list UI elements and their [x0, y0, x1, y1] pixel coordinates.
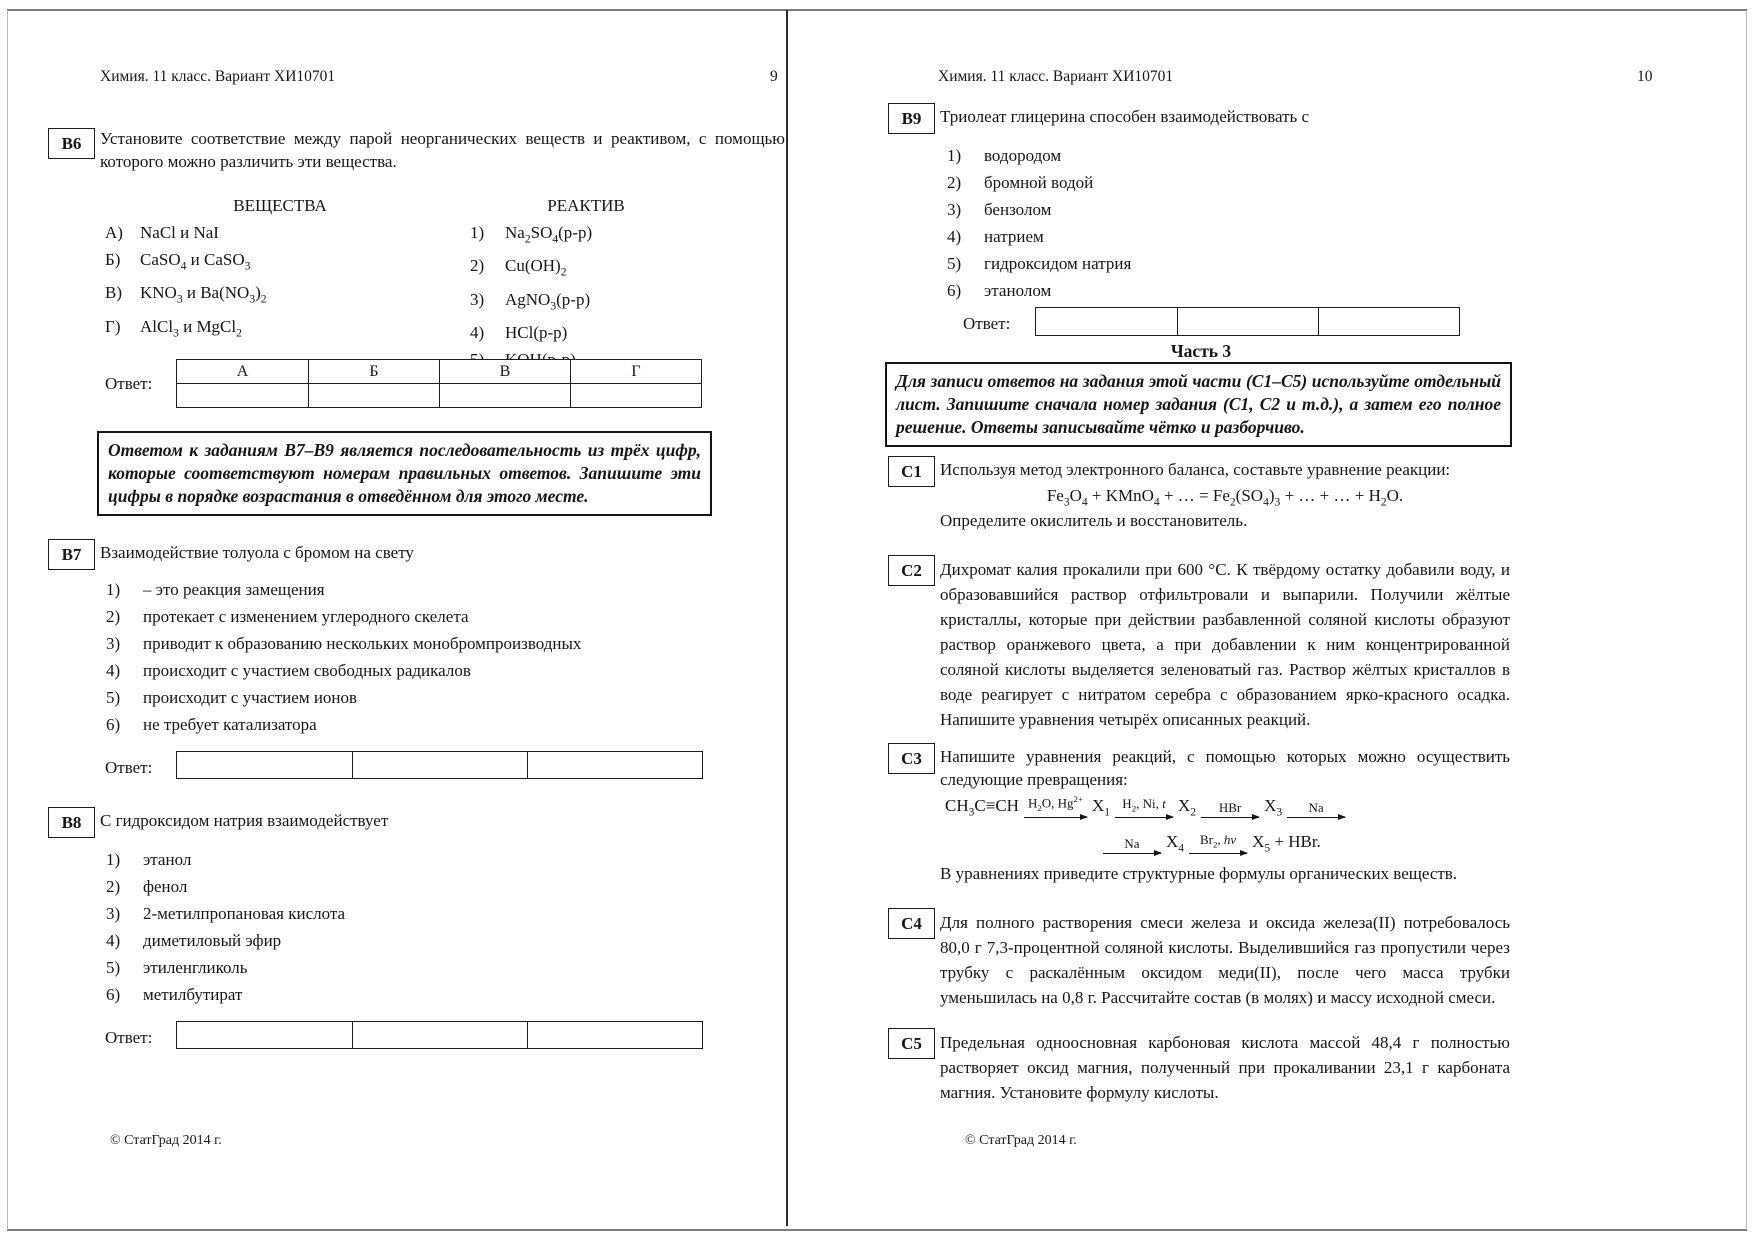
option-text: этанол	[143, 850, 192, 869]
item-marker: 6)	[106, 985, 121, 1004]
list-item	[106, 927, 766, 954]
b6-answer-table	[176, 359, 702, 408]
c1-text-after: Определите окислитель и восстановитель.	[940, 511, 1248, 530]
b7-answer-table	[176, 751, 703, 779]
b7-answer-cell	[177, 752, 352, 778]
arrow-line-icon	[1189, 853, 1247, 854]
option-text: диметиловый эфир	[143, 931, 282, 950]
b6-question: Установите соответствие между парой неорганических веществ и реактивом, с помощью которого можно различить эти вещества.	[100, 129, 785, 171]
b6-answer-cell	[177, 384, 308, 407]
substance-formula: $KNO_3$ и $Ba(NO_3)_2$	[140, 283, 267, 306]
reagent-formula: AgNO$_3$(р-р)	[505, 289, 591, 313]
option-text: протекает с изменением углеродного скелета	[143, 607, 469, 626]
option-text: происходит с участием свободных радикалов	[143, 661, 471, 680]
list-item	[947, 277, 1487, 304]
list-item	[470, 252, 702, 285]
arrow-condition-label: Na	[1124, 836, 1140, 852]
list-item	[470, 286, 702, 319]
item-marker: 2)	[947, 173, 962, 192]
option-text: натрием	[984, 227, 1044, 246]
option-text: этиленгликоль	[143, 958, 248, 977]
list-item	[105, 313, 455, 346]
task-label-c2: С2	[888, 555, 935, 586]
option-text: бензолом	[984, 200, 1052, 219]
b7-answer-label: Ответ:	[105, 758, 153, 777]
item-marker: 3)	[947, 200, 962, 219]
b7-answer-input-row	[177, 752, 702, 778]
list-item	[470, 219, 702, 252]
b8-options	[106, 846, 766, 1008]
instruction-box-b7-b9: Ответом к заданиям В7–В9 является последовательность из трёх цифр, которые соответствуют номерам правильных ответов. Запишите эти цифры в порядке возрастания в отведённом для этого месте.	[97, 431, 712, 516]
list-item	[106, 711, 766, 738]
list-item	[947, 250, 1487, 277]
option-text: 2-метилпропановая кислота	[143, 904, 346, 923]
list-item	[106, 576, 766, 603]
item-marker: А)	[105, 223, 123, 242]
option-text: бромной водой	[984, 173, 1094, 192]
item-marker: 3)	[106, 904, 121, 923]
reaction-arrow	[1201, 801, 1259, 818]
chem-species: $X_3$	[1264, 796, 1283, 819]
task-label-b8: В8	[48, 807, 95, 838]
reaction-arrow	[1103, 837, 1161, 854]
chem-species: $X_2$	[1178, 796, 1197, 819]
c4-text: Для полного растворения смеси железа и оксида железа(II) потребовалось 80,0 г 7,3-процентной соляной кислоты. Выделившийся газ пропустили через трубку с раскалённым оксидом меди(II), после чего масса трубки уменьшилась на 0,8 г. Рассчитайте состав (в молях) и массу исходной смеси.	[940, 913, 1510, 1007]
list-item	[106, 900, 766, 927]
item-marker: 1)	[470, 223, 485, 242]
arrow-condition-label: Na	[1308, 800, 1324, 816]
option-text: метилбутират	[143, 985, 243, 1004]
b8-answer-cell	[527, 1022, 702, 1048]
reagent-formula: $Cu(OH)_2$	[505, 256, 567, 279]
list-item	[947, 196, 1487, 223]
task-label-b7: В7	[48, 539, 95, 570]
part3-heading: Часть 3	[1170, 341, 1232, 361]
chem-species: $X_1$	[1091, 796, 1111, 819]
b9-question: Триолеат глицерина способен взаимодействовать с	[940, 107, 1310, 126]
b6-reagents-column	[470, 192, 702, 373]
b6-answer-header-row	[177, 360, 701, 383]
list-item	[470, 319, 702, 346]
reagent-formula: HCl(р-р)	[505, 323, 568, 343]
substance-formula: CaSO$_4$ и CaSO$_3$	[140, 250, 251, 273]
list-item	[105, 219, 455, 246]
list-item	[947, 169, 1487, 196]
reaction-arrow	[1287, 801, 1345, 818]
task-label-b6: В6	[48, 128, 95, 159]
b6-answer-input-row	[177, 383, 701, 407]
b8-answer-label: Ответ:	[105, 1028, 153, 1047]
arrow-line-icon	[1024, 817, 1087, 818]
c3-reaction-scheme-line1	[945, 795, 1350, 823]
b9-answer-label: Ответ:	[963, 314, 1011, 333]
list-item	[106, 603, 766, 630]
b9-answer-table	[1035, 307, 1460, 336]
list-item	[105, 279, 455, 312]
list-item	[106, 846, 766, 873]
reaction-arrow	[1115, 797, 1173, 819]
item-marker: 3)	[106, 634, 121, 653]
task-label-b9: В9	[888, 103, 935, 134]
b9-answer-cell	[1036, 308, 1177, 335]
task-label-c3: С3	[888, 743, 935, 774]
b7-question: Взаимодействие толуола с бромом на свету	[100, 543, 414, 562]
item-marker: 4)	[470, 323, 485, 343]
c1-text-before: Используя метод электронного баланса, составьте уравнение реакции:	[940, 460, 1451, 479]
page-number: 9	[770, 68, 778, 85]
arrow-line-icon	[1287, 817, 1345, 818]
c3-text-after: В уравнениях приведите структурные формулы органических веществ.	[940, 864, 1458, 883]
b6-answer-col-v: В	[439, 360, 570, 383]
item-marker: 1)	[106, 580, 121, 599]
item-marker: Г)	[105, 316, 121, 336]
item-marker: 4)	[106, 661, 121, 680]
copyright-footer: © СтатГрад 2014 г.	[965, 1133, 1077, 1148]
arrow-condition-label: HBr	[1218, 800, 1242, 816]
option-text: водородом	[984, 146, 1062, 165]
arrow-condition-label: $H_2O$, $Hg^{2+}$	[1027, 794, 1083, 814]
copyright-footer: © СтатГрад 2014 г.	[110, 1133, 222, 1148]
list-item	[947, 223, 1487, 250]
b9-answer-input-row	[1036, 308, 1459, 335]
task-label-c1: С1	[888, 456, 935, 487]
b9-options	[947, 142, 1487, 304]
b7-answer-cell	[527, 752, 702, 778]
b7-options	[106, 576, 766, 738]
item-marker: 5)	[947, 254, 962, 273]
item-marker: 6)	[947, 281, 962, 300]
item-marker: 4)	[106, 931, 121, 950]
reaction-arrow	[1189, 833, 1247, 855]
item-marker: 1)	[947, 146, 962, 165]
item-marker: 2)	[470, 256, 485, 276]
page-header-title: Химия. 11 класс. Вариант ХИ10701	[100, 68, 336, 85]
b6-answer-col-b: Б	[308, 360, 439, 383]
option-text: гидроксидом натрия	[984, 254, 1132, 273]
item-marker: Б)	[105, 250, 121, 269]
item-marker: 4)	[947, 227, 962, 246]
substance-formula: NaCl и NaI	[140, 223, 219, 242]
b8-answer-input-row	[177, 1022, 702, 1048]
b8-answer-cell	[177, 1022, 352, 1048]
task-label-c5: С5	[888, 1028, 935, 1059]
list-item	[947, 142, 1487, 169]
option-text: приводит к образованию нескольких монобромпроизводных	[143, 634, 582, 653]
b8-answer-cell	[352, 1022, 527, 1048]
c5-text: Предельная одноосновная карбоновая кислота массой 48,4 г полностью растворяет оксид магния, полученный при прокаливании 23,1 г карбоната магния. Установите формулу кислоты.	[940, 1033, 1510, 1102]
b6-substances-column	[105, 192, 455, 346]
chem-species: $X_4$	[1166, 832, 1185, 855]
b6-substances-header: ВЕЩЕСТВА	[233, 196, 327, 215]
list-item	[106, 873, 766, 900]
option-text: – это реакция замещения	[143, 580, 325, 599]
list-item	[105, 246, 455, 279]
c3-reaction-scheme-line2	[1098, 831, 1321, 859]
b8-answer-table	[176, 1021, 703, 1049]
item-marker: 2)	[106, 877, 121, 896]
reaction-arrow	[1024, 792, 1087, 818]
arrow-condition-label: $H_2$, Ni, t	[1122, 795, 1166, 814]
c1-equation: $Fe_3O_4$ + KMnO$_4$ + … = $Fe_2(SO_4)_3$ + … + … + $H_2O$.	[1046, 486, 1404, 509]
item-marker: 1)	[106, 850, 121, 869]
arrow-condition-label: $Br_2$, hν	[1199, 831, 1237, 850]
reagent-formula: $Na_2SO_4(р-р)$	[505, 223, 593, 246]
item-marker: 3)	[470, 289, 485, 309]
chem-species: $X_5$ + HBr.	[1252, 832, 1321, 855]
list-item	[106, 657, 766, 684]
arrow-line-icon	[1103, 853, 1161, 854]
list-item	[106, 684, 766, 711]
c2-text: Дихромат калия прокалили при 600 °С. К твёрдому остатку добавили воду, и образовавшийся раствор отфильтровали и выпарили. Получили жёлтые кристаллы, которые при действии разбавленной соляной кислоты образуют раствор оранжевого цвета, а при добавлении к ним концентрированной соляной кислоты выделяется зеленоватый газ. Раствор жёлтых кристаллов в воде реагирует с нитратом серебра с образованием ярко-красного осадка. Напишите уравнения четырёх описанных реакций.	[940, 560, 1510, 729]
page-divider-line	[786, 10, 788, 1226]
item-marker: 6)	[106, 715, 121, 734]
item-marker: 5)	[106, 958, 121, 977]
b6-answer-cell	[570, 384, 701, 407]
item-marker: В)	[105, 283, 122, 303]
instruction-box-part3: Для записи ответов на задания этой части (С1–С5) используйте отдельный лист. Запишите сначала номер задания (С1, С2 и т.д.), а затем его полное решение. Ответы записывайте чётко и разборчиво.	[885, 362, 1512, 447]
b9-answer-cell	[1177, 308, 1318, 335]
b6-answer-col-g: Г	[570, 360, 701, 383]
b6-answer-col-a: А	[236, 363, 249, 380]
list-item	[106, 981, 766, 1008]
b6-reagents-header: РЕАКТИВ	[547, 196, 625, 215]
item-marker: 5)	[106, 688, 121, 707]
b6-answer-cell	[308, 384, 439, 407]
item-marker: 2)	[106, 607, 121, 626]
list-item	[106, 954, 766, 981]
b8-question: С гидроксидом натрия взаимодействует	[100, 811, 389, 830]
option-text: происходит с участием ионов	[143, 688, 358, 707]
substance-formula: AlCl$_3$ и MgCl$_2$	[140, 316, 242, 340]
page-header-title: Химия. 11 класс. Вариант ХИ10701	[938, 68, 1174, 85]
option-text: этанолом	[984, 281, 1052, 300]
b6-answer-label: Ответ:	[105, 374, 153, 393]
c3-text-before: Напишите уравнения реакций, с помощью которых можно осуществить следующие превращения:	[940, 747, 1510, 789]
chem-species: $CH_3C\equiv CH$	[945, 796, 1019, 819]
b9-answer-cell	[1318, 308, 1459, 335]
option-text: не требует катализатора	[143, 715, 317, 734]
b7-answer-cell	[352, 752, 527, 778]
arrow-line-icon	[1115, 817, 1173, 818]
list-item	[106, 630, 766, 657]
page-number: 10	[1637, 68, 1653, 85]
arrow-line-icon	[1201, 817, 1259, 818]
b6-answer-cell	[439, 384, 570, 407]
task-label-c4: С4	[888, 908, 935, 939]
option-text: фенол	[143, 877, 188, 896]
